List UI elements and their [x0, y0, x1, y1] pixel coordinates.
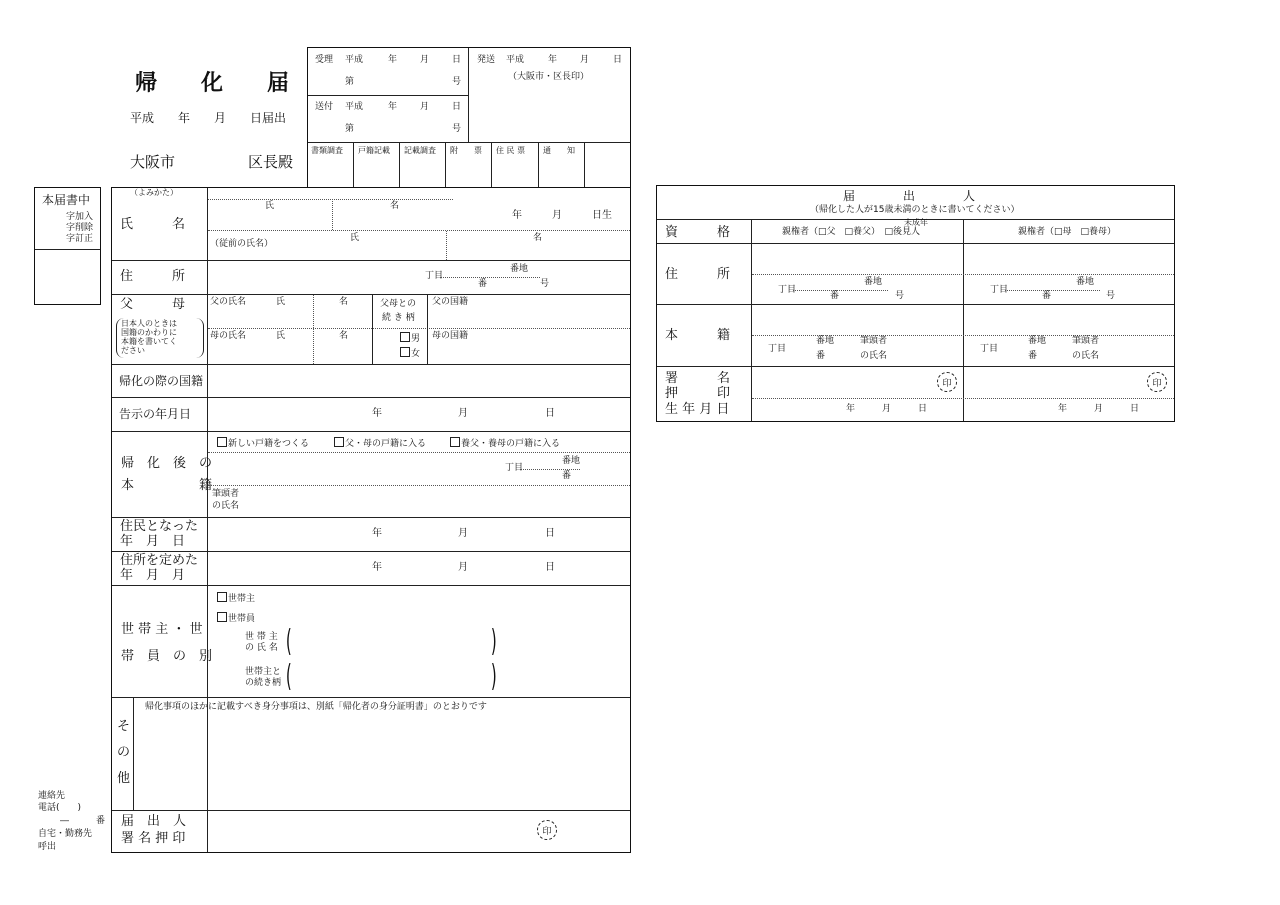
other-label-2: の	[117, 745, 131, 760]
check-documents: 書類調査	[311, 146, 343, 155]
address-set-year: 年	[372, 562, 382, 573]
sent-dai: 第	[345, 124, 355, 134]
correction-fix: 字訂正	[66, 234, 94, 244]
contact-label: 連絡先	[38, 791, 66, 801]
addr2-chome: 丁目	[990, 285, 1009, 295]
address-go: 号	[540, 279, 550, 289]
option-new-koseki[interactable]: 新しい戸籍をつくる	[217, 437, 309, 449]
birth-date-label: 年 月 日生	[512, 210, 612, 221]
option-householder[interactable]: 世帯主	[217, 592, 255, 604]
hon1-head-1: 筆頭者	[860, 336, 888, 346]
notice-year: 年	[372, 408, 382, 419]
father-surname: 氏	[276, 297, 286, 307]
address-set-month: 月	[458, 562, 468, 573]
resident-month: 月	[458, 528, 468, 539]
other-text: 帰化事項のほかに記載すべき身分事項は、別紙「帰化者の身分証明書」のとおりです	[145, 702, 487, 712]
hon1-banchi: 番地	[816, 336, 835, 346]
check-juminhyo: 住 民 票	[496, 146, 526, 155]
honseki-label-1: 帰 化 後 の	[121, 456, 213, 471]
parents-label: 父 母	[120, 297, 186, 312]
former-name-label: （従前の氏名）	[210, 239, 274, 249]
notifier-honseki-label: 本 籍	[665, 328, 731, 343]
parents-note-1: 日本人のときは	[121, 319, 177, 328]
notifier-birth-2: 年 月 日	[1058, 404, 1140, 414]
address-set-label-1: 住所を定めた	[120, 553, 199, 568]
notice-date-label: 告示の年月日	[119, 407, 192, 421]
qualification-label: 資 格	[665, 225, 731, 240]
addr1-chome: 丁目	[778, 285, 797, 295]
address-set-day: 日	[545, 562, 555, 573]
former-given: 名	[533, 233, 543, 243]
father-given: 名	[339, 297, 349, 307]
received-label: 受理	[315, 55, 334, 65]
relation-label-2: 続 き 柄	[382, 313, 415, 323]
hh-name-label-1: 世 帯 主	[245, 632, 278, 642]
correction-delete: 字削除	[66, 223, 94, 233]
parents-note-2: 国籍のかわりに	[121, 328, 177, 337]
father-nationality: 父の国籍	[432, 297, 469, 307]
addr1-banchi: 番地	[864, 277, 883, 287]
hh-rel-label-2: の続き柄	[245, 678, 282, 688]
sent-heisei: 平成	[345, 102, 364, 112]
sent-day: 日	[452, 102, 462, 112]
option-household-member[interactable]: 世帯員	[217, 612, 255, 624]
received-year: 年	[388, 55, 398, 65]
surname-label: 氏	[265, 201, 275, 211]
minor-label: 未成年	[904, 218, 928, 227]
relation-label-1: 父母との	[380, 299, 417, 309]
received-day: 日	[452, 55, 462, 65]
signer-seal: 印	[537, 820, 557, 840]
official-use-box	[307, 47, 631, 188]
addr2-go: 号	[1106, 291, 1116, 301]
city-name: 大阪市	[130, 153, 176, 171]
household-label-2: 帯 員 の 別	[121, 649, 213, 664]
hh-rel-label-1: 世帯主と	[245, 667, 282, 677]
contact-number: ― 番	[60, 816, 106, 826]
male-checkbox[interactable]: 男	[400, 332, 420, 344]
dispatch-day: 日	[613, 55, 623, 65]
signer-label-2: 署 名 押 印	[121, 831, 186, 846]
honseki-chome: 丁目	[505, 463, 524, 473]
honseki-ban: 番	[562, 471, 572, 481]
given-name-label: 名	[390, 201, 400, 211]
notice-month: 月	[458, 408, 468, 419]
father-name-label: 父の氏名	[210, 297, 247, 307]
hh-name-open-paren: (	[285, 624, 292, 659]
sent-label: 送付	[315, 102, 334, 112]
dispatch-year: 年	[548, 55, 558, 65]
seal-note: （大阪市・区長印）	[508, 72, 590, 82]
mother-name-label: 母の氏名	[210, 331, 247, 341]
addr2-ban: 番	[1042, 291, 1052, 301]
addr2-banchi: 番地	[1076, 277, 1095, 287]
parents-note-3: 本籍を書いてく	[121, 337, 177, 346]
correction-add: 字加入	[66, 212, 94, 222]
addr1-go: 号	[895, 291, 905, 301]
dispatch-heisei: 平成	[506, 55, 525, 65]
hon1-ban: 番	[816, 351, 826, 361]
form-title: 帰 化 届	[135, 70, 290, 96]
notice-day: 日	[545, 408, 555, 419]
notifier-seal-2: 印	[1147, 372, 1167, 392]
signer-label-1: 届 出 人	[121, 814, 187, 829]
parents-note-4: ださい	[121, 346, 145, 355]
notifier-seal-1: 印	[937, 372, 957, 392]
hon1-head-2: の氏名	[860, 351, 888, 361]
received-month: 月	[420, 55, 430, 65]
address-label: 住 所	[120, 269, 186, 284]
name-label: 氏 名	[120, 217, 186, 232]
guardian-options-1[interactable]: 親権者（□父 □養父） □後見人	[782, 227, 921, 237]
contact-phone: 電話( )	[38, 803, 82, 813]
received-heisei: 平成	[345, 55, 364, 65]
resident-label-2: 年 月 日	[120, 534, 186, 549]
household-label-1: 世 帯 主 ・ 世	[121, 622, 203, 637]
head-name-1: 筆頭者	[212, 489, 240, 499]
signature-label-1: 署 名	[665, 371, 731, 386]
other-label-3: 他	[117, 771, 131, 786]
honseki-label-2: 本 籍	[121, 478, 213, 493]
other-label-1: そ	[117, 719, 131, 734]
check-notice: 通 知	[543, 146, 575, 155]
reading-label: （よみかた）	[130, 188, 178, 197]
hon1-chome: 丁目	[768, 344, 787, 354]
head-name-2: の氏名	[212, 501, 240, 511]
filing-date: 平成 年 月 日届出	[130, 111, 287, 125]
received-dai: 第	[345, 77, 355, 87]
sent-year: 年	[388, 102, 398, 112]
signature-label-2: 押 印	[665, 386, 731, 401]
check-fuhyo: 附 票	[450, 146, 482, 155]
resident-day: 日	[545, 528, 555, 539]
honseki-banchi: 番地	[562, 456, 581, 466]
ward-name: 区長殿	[248, 153, 294, 171]
hh-rel-open-paren: (	[285, 659, 292, 694]
option-parent-koseki[interactable]: 父・母の戸籍に入る	[334, 437, 426, 449]
check-entry: 記載調査	[404, 146, 436, 155]
option-adoptive-koseki[interactable]: 養父・養母の戸籍に入る	[450, 437, 560, 449]
sent-month: 月	[420, 102, 430, 112]
hon2-banchi: 番地	[1028, 336, 1047, 346]
hon2-head-2: の氏名	[1072, 351, 1100, 361]
notifier-address-label: 住 所	[665, 267, 731, 282]
hh-name-label-2: の 氏 名	[245, 643, 278, 653]
addr1-ban: 番	[830, 291, 840, 301]
address-ban: 番	[478, 279, 488, 289]
guardian-options-2[interactable]: 親権者（□母 □養母）	[1018, 227, 1117, 237]
notifier-note: （帰化した人が15歳未満のときに書いてください）	[810, 205, 1020, 215]
mother-surname: 氏	[276, 331, 286, 341]
notifier-birth-1: 年 月 日	[846, 404, 928, 414]
notifier-birth-label: 生 年 月 日	[665, 402, 730, 417]
received-go: 号	[452, 77, 462, 87]
hon2-ban: 番	[1028, 351, 1038, 361]
hon2-chome: 丁目	[980, 344, 999, 354]
address-set-label-2: 年 月 月	[120, 568, 186, 583]
dispatch-month: 月	[580, 55, 590, 65]
hh-name-close-paren: )	[490, 624, 497, 659]
sent-go: 号	[452, 124, 462, 134]
contact-call: 呼出	[38, 842, 57, 852]
notifier-title: 届 出 人	[843, 189, 976, 203]
resident-label-1: 住民となった	[120, 519, 199, 534]
correction-title: 本届書中	[42, 193, 91, 207]
former-surname: 氏	[350, 233, 360, 243]
mother-nationality: 母の国籍	[432, 331, 469, 341]
nationality-label: 帰化の際の国籍	[119, 374, 204, 388]
mother-given: 名	[339, 331, 349, 341]
hh-rel-close-paren: )	[490, 659, 497, 694]
address-chome: 丁目	[425, 271, 444, 281]
resident-year: 年	[372, 528, 382, 539]
dispatch-label: 発送	[477, 55, 496, 65]
hon2-head-1: 筆頭者	[1072, 336, 1100, 346]
address-banchi: 番地	[510, 264, 529, 274]
contact-home-work: 自宅・勤務先	[38, 829, 93, 839]
female-checkbox[interactable]: 女	[400, 347, 420, 359]
check-koseki: 戸籍記載	[358, 146, 390, 155]
